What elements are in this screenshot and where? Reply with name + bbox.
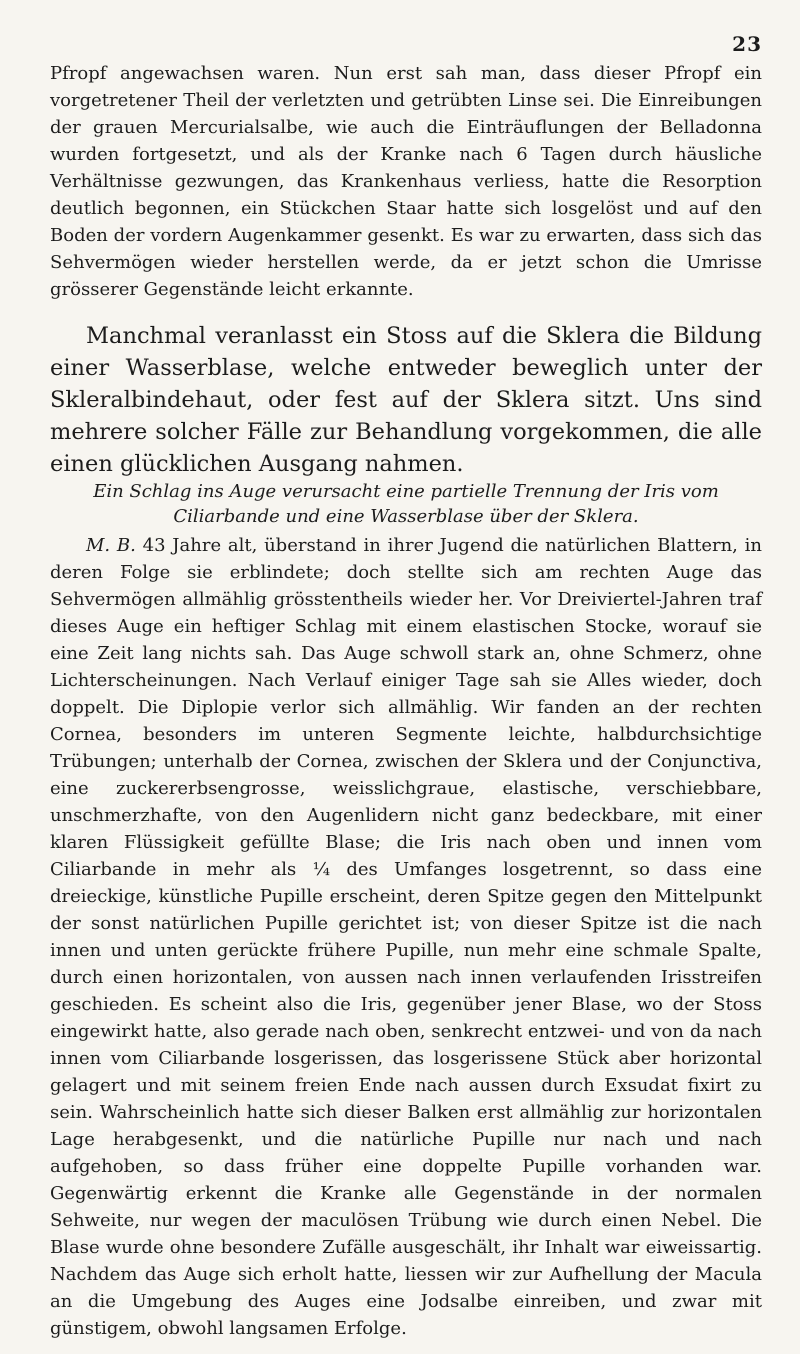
case-label: M. B.	[86, 535, 136, 556]
case-heading: Ein Schlag ins Auge verursacht eine partielle Trennung der Iris vom Ciliarbande und eine Wasserblase über der Sklera.	[93, 481, 719, 527]
paragraph-continuation: Pfropf angewachsen waren. Nun erst sah man, dass dieser Pfropf ein vorgetretener Theil der verletzten und getrübten Linse sei. Die Einreibungen der grauen Mercurialsalbe, wie auch die Einträuflungen der Belladonna wurden fortgesetzt, und als der Kranke nach 6 Tagen durch häusliche Verhältnisse gezwungen, das Krankenhaus verliess, hatte die Resorption deutlich begonnen, ein Stückchen Staar hatte sich losgelöst und auf den Boden der vordern Augenkammer gesenkt. Es war zu erwarten, dass sich das Sehvermögen wieder herstellen werde, da er jetzt schon die Umrisse grösserer Gegenstände leicht erkannte.	[50, 63, 762, 300]
case-report	[50, 532, 762, 1342]
page-number: 23	[732, 32, 762, 56]
case-text: 43 Jahre alt, überstand in ihrer Jugend die natürlichen Blattern, in deren Folge sie erblindete; doch stellte sich am rechten Auge das Sehvermögen allmählig grösstentheils wieder her. Vor Dreiviertel-Jahren traf dieses Auge ein heftiger Schlag mit einem elastischen Stocke, worauf sie eine Zeit lang nichts sah. Das Auge schwoll stark an, ohne Schmerz, ohne Lichterscheinungen. Nach Verlauf einiger Tage sah sie Alles wieder, doch doppelt. Die Diplopie verlor sich allmählig. Wir fanden an der rechten Cornea, besonders im unteren Segmente leichte, halbdurchsichtige Trübungen; unterhalb der Cornea, zwischen der Sklera und der Conjunctiva, eine zuckererbsengrosse, weisslichgraue, elastische, verschiebbare, unschmerzhafte, von den Augenlidern nicht ganz bedeckbare, mit einer klaren Flüssigkeit gefüllte Blase; die Iris nach oben und innen vom Ciliarbande in mehr als ¼ des Umfanges losgetrennt, so dass eine dreieckige, künstliche Pupille erscheint, deren Spitze gegen den Mittelpunkt der sonst natürlichen Pupille gerichtet ist; von dieser Spitze ist die nach innen und unten gerückte frühere Pupille, nun mehr eine schmale Spalte, durch einen horizontalen, von aussen nach innen verlaufenden Irisstreifen geschieden. Es scheint also die Iris, gegenüber jener Blase, wo der Stoss eingewirkt hatte, also gerade nach oben, senkrecht entzwei- und von da nach innen vom Ciliarbande losgerissen, das losgerissene Stück aber horizontal gelagert und mit seinem freien Ende nach aussen durch Exsudat fixirt zu sein. Wahrscheinlich hatte sich dieser Balken erst allmählig zur horizontalen Lage herabgesenkt, und die natürliche Pupille nur nach und nach aufgehoben, so dass früher eine doppelte Pupille vorhanden war. Gegenwärtig erkennt die Kranke alle Gegenstände in der normalen Sehweite, nur wegen der maculösen Trübung wie durch einen Nebel. Die Blase wurde ohne besondere Zufälle ausgeschält, ihr Inhalt war eiweissartig. Nachdem das Auge sich erholt hatte, liessen wir zur Aufhellung der Macula an die Umgebung des Auges eine Jodsalbe einreiben, und zwar mit günstigem, obwohl langsamen Erfolge.	[50, 535, 763, 1339]
paragraph-wasserblase-intro: Manchmal veranlasst ein Stoss auf die Sklera die Bildung einer Wasserblase, welche entweder beweglich unter der Skleralbindehaut, oder fest auf der Sklera sitzt. Uns sind mehrere solcher Fälle zur Behandlung vorgekommen, die alle einen glücklichen Ausgang nahmen.	[50, 323, 762, 477]
